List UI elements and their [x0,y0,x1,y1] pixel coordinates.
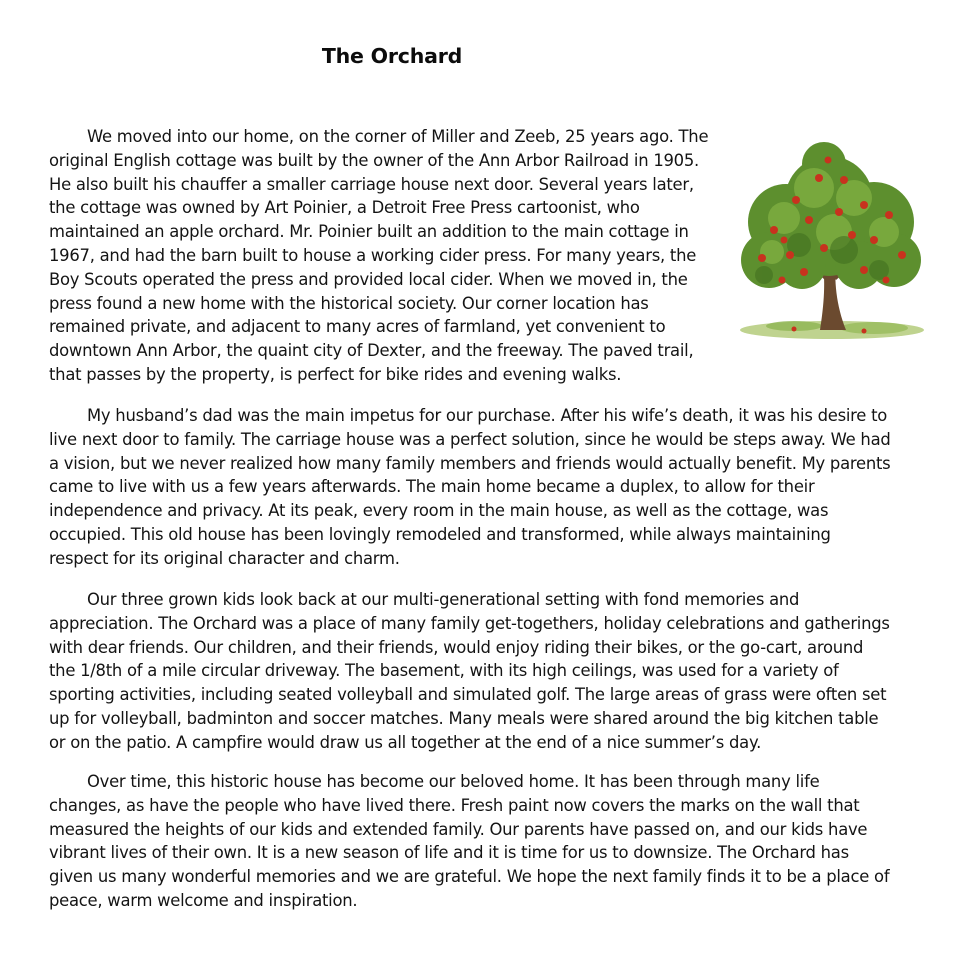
text-line: with dear friends. Our children, and their friends, would enjoy riding their bikes, or the go-cart, around [49,637,864,657]
apple-tree-illustration [724,140,934,345]
text-line: remained private, and adjacent to many acres of farmland, yet convenient to [49,317,666,337]
text-line: appreciation. The Orchard was a place of many family get-togethers, holiday celebrations and gatherings [49,613,890,633]
text-line: maintained an apple orchard. Mr. Poinier built an addition to the main cottage in [49,222,689,242]
text-line: Boy Scouts operated the press and provided local cider. When we moved in, the [49,269,688,289]
text-line: original English cottage was built by the owner of the Ann Arbor Railroad in 1905. [49,150,699,170]
text-line: He also built his chauffer a smaller carriage house next door. Several years later, [49,174,694,194]
text-line: came to live with us a few years afterwards. The main home became a duplex, to allow for their [49,477,815,497]
text-line: changes, as have the people who have lived there. Fresh paint now covers the marks on the wall that [49,795,860,815]
text-line: My husband’s dad was the main impetus for our purchase. After his wife’s death, it was his desire to [87,406,888,425]
text-line: that passes by the property, is perfect for bike rides and evening walks. [49,364,622,384]
text-line: the 1/8th of a mile circular driveway. The basement, with its high ceilings, was used for a variety of [49,661,839,681]
text-line: respect for its original character and charm. [49,548,400,568]
text-line: Our three grown kids look back at our multi-generational setting with fond memories and [87,590,800,609]
text-line: 1967, and had the barn built to house a working cider press. For many years, the [49,245,697,265]
text-line: press found a new home with the historical society. Our corner location has [49,293,649,313]
text-line: given us many wonderful memories and we are grateful. We hope the next family finds it to be a place of [49,867,890,887]
text-line: sporting activities, including seated volleyball and simulated golf. The large areas of grass were often set [49,685,887,705]
text-line: We moved into our home, on the corner of Miller and Zeeb, 25 years ago. The [87,127,709,146]
text-line: occupied. This old house has been lovingly remodeled and transformed, while always maintaining [49,524,831,544]
text-line: independence and privacy. At its peak, every room in the main house, as well as the cottage, was [49,501,829,521]
paragraph [49,770,889,913]
text-line: up for volleyball, badminton and soccer matches. Many meals were shared around the big kitchen table [49,708,879,728]
paragraph [49,404,891,571]
paragraph [49,125,708,387]
text-line: measured the heights of our kids and extended family. Our parents have passed on, and our kids have [49,819,868,839]
text-line: downtown Ann Arbor, the quaint city of Dexter, and the freeway. The paved trail, [49,341,694,361]
text-line: a vision, but we never realized how many family members and friends would actually benefit. My parents [49,453,891,473]
paragraph [49,588,890,755]
document-title: The Orchard [321,44,463,68]
text-line: vibrant lives of their own. It is a new season of life and it is time for us to downsize. The Orchard has [49,843,849,863]
text-line: the cottage was owned by Art Poinier, a Detroit Free Press cartoonist, who [49,198,640,218]
text-line: or on the patio. A campfire would draw us all together at the end of a nice summer’s day. [49,732,762,752]
text-line: live next door to family. The carriage house was a perfect solution, since he would be steps away. We had [49,429,891,449]
text-line: peace, warm welcome and inspiration. [49,890,358,910]
text-line: Over time, this historic house has become our beloved home. It has been through many life [87,772,820,791]
